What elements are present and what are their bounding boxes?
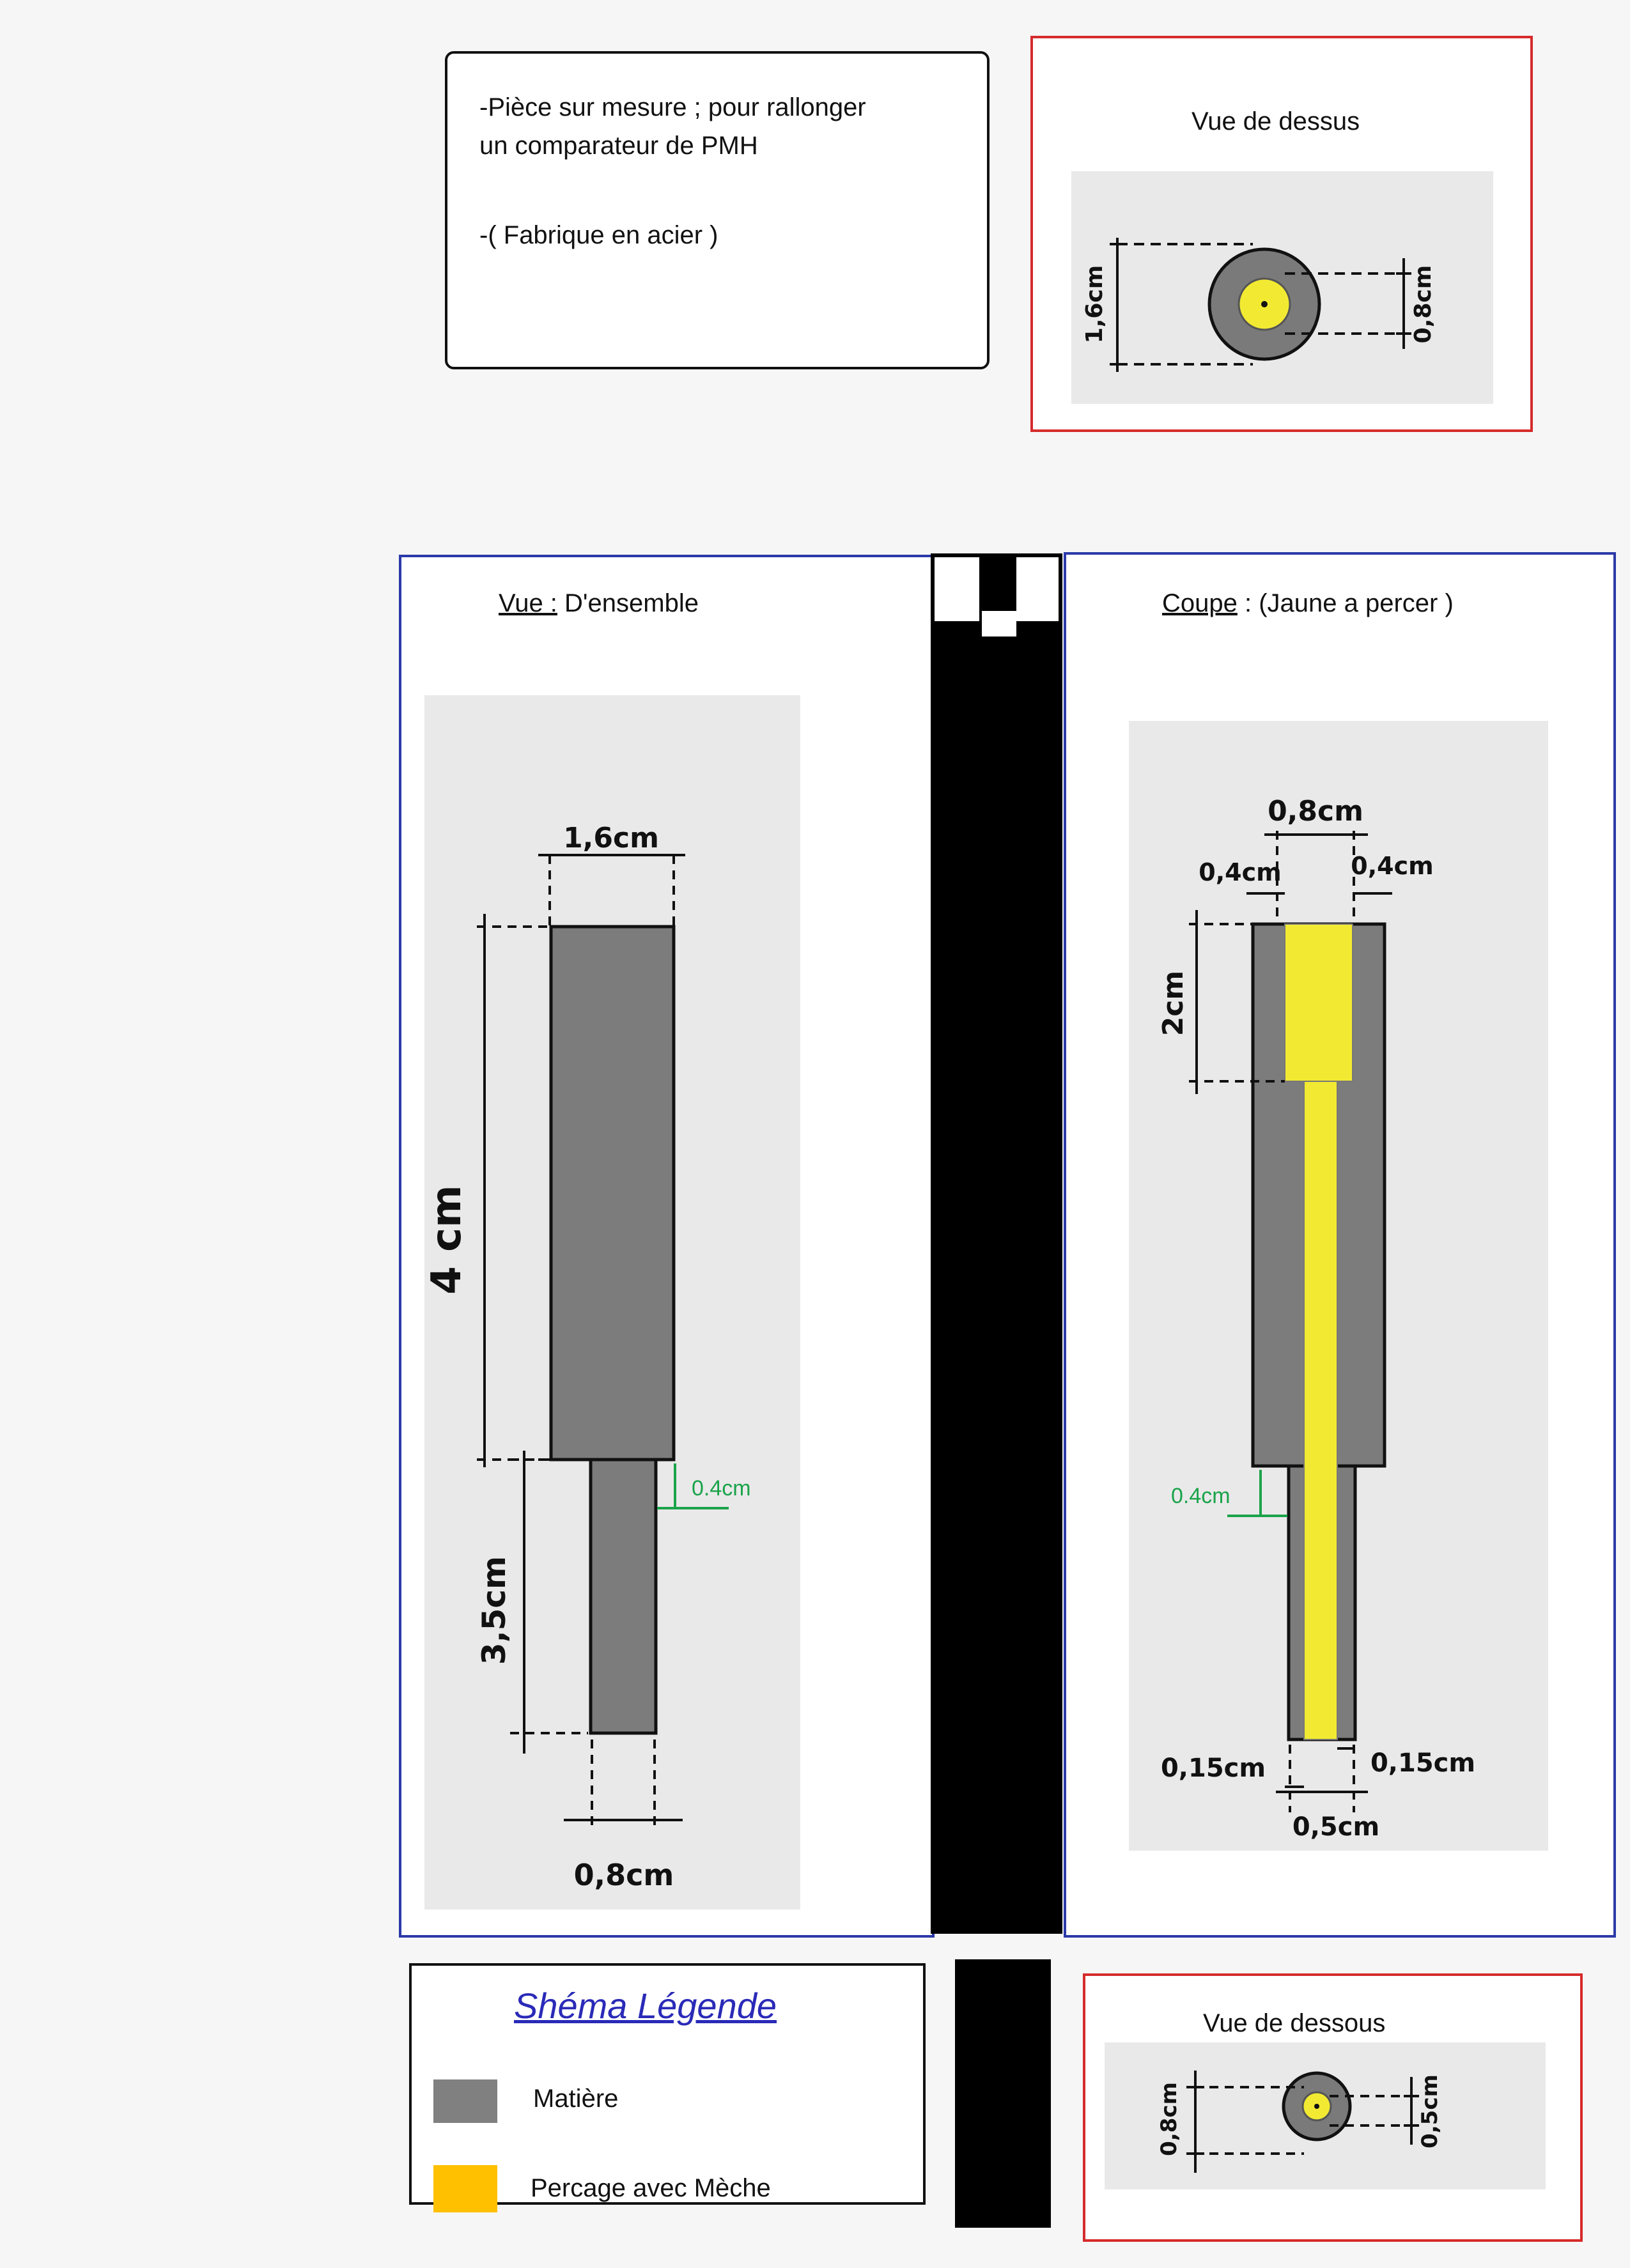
section-step-dim: 0.4cm: [1171, 1484, 1230, 1508]
section-bore-width-dim: 0,8cm: [1268, 795, 1363, 828]
section-wall-bottom-left-dim: 0,15cm: [1160, 1754, 1266, 1783]
section-view-title: Coupe : (Jaune a percer ): [1162, 589, 1454, 617]
overall-bottom-width-dim: 0,8cm: [573, 1858, 674, 1892]
bottom-view-inner-dim: 0,5cm: [1417, 2074, 1443, 2148]
description-line-2: un comparateur de PMH: [479, 132, 758, 160]
section-bottom-width-dim: 0,5cm: [1292, 1812, 1380, 1842]
top-view-outer-dim: 1,6cm: [1082, 265, 1108, 344]
description-line-1: -Pièce sur mesure ; pour rallonger: [479, 93, 866, 121]
overall-upper-height-dim: 4 cm: [423, 1185, 470, 1295]
section-wall-right-dim: 0,4cm: [1351, 852, 1434, 880]
description-line-3: -( Fabrique en acier ): [479, 221, 718, 249]
section-wall-bottom-right-dim: 0,15cm: [1370, 1748, 1476, 1778]
bottom-view-outer-dim: 0,8cm: [1156, 2082, 1182, 2156]
legend-label-drill: Percage avec Mèche: [531, 2174, 771, 2202]
overall-view-title: Vue : D'ensemble: [499, 589, 699, 617]
legend-label-material: Matière: [533, 2085, 619, 2113]
legend-title: Shéma Légende: [514, 1986, 777, 2026]
bottom-view-bore-circle: [1303, 2092, 1331, 2120]
overall-top-width-dim: 1,6cm: [563, 822, 659, 854]
overall-step-dim: 0.4cm: [692, 1476, 751, 1500]
section-bore-depth-dim: 2cm: [1157, 970, 1190, 1037]
top-view-title: Vue de dessus: [1191, 107, 1360, 135]
top-view-inner-dim: 0,8cm: [1410, 265, 1436, 344]
section-wall-left-dim: 0,4cm: [1199, 858, 1282, 886]
overall-lower-height-dim: 3,5cm: [476, 1555, 513, 1665]
bottom-view-title: Vue de dessous: [1203, 2009, 1386, 2037]
